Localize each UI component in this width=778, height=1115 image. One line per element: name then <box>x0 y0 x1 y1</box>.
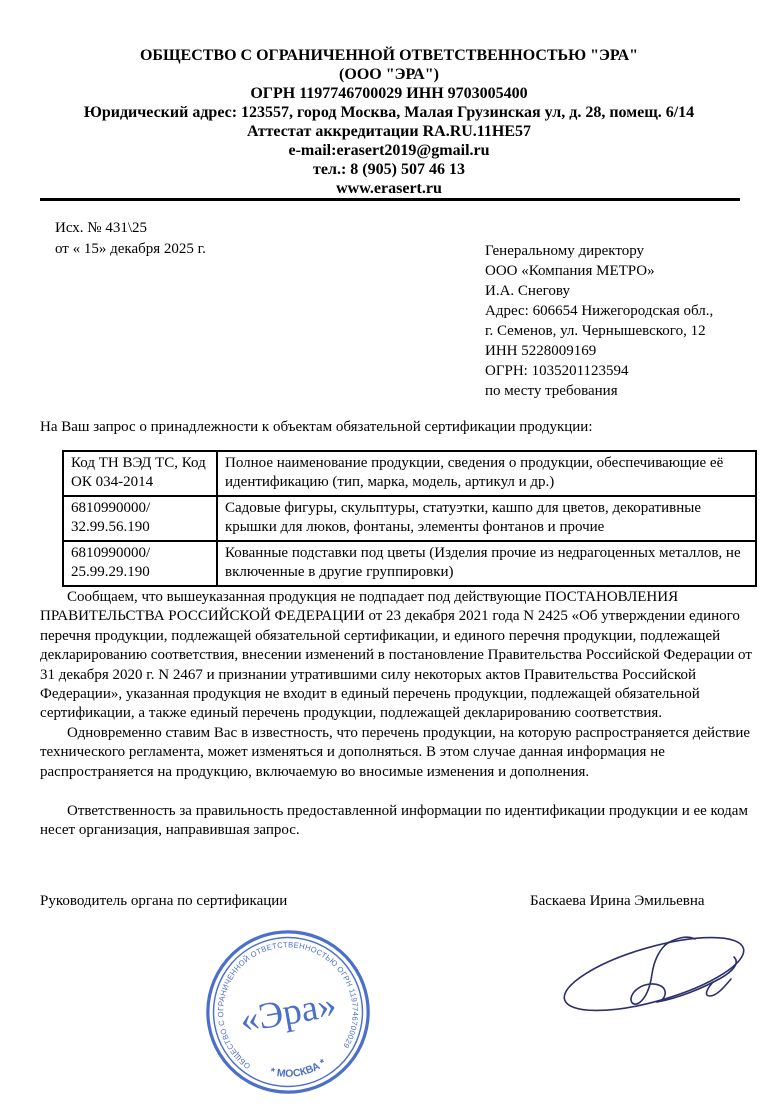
cell-code: 6810990000/ 25.99.29.190 <box>63 541 217 586</box>
company-website: www.erasert.ru <box>336 180 442 197</box>
table-header-row <box>63 451 756 496</box>
paragraph-responsibility: Ответственность за правильность предоставленной информации по идентификации продукции и ее кодам несет организация, направившая запрос. <box>40 803 748 839</box>
stamp-city-text: * МОСКВА * <box>268 1056 329 1080</box>
table-row <box>63 541 756 586</box>
addressee-line: ОГРН: 1035201123594 <box>485 363 629 379</box>
letterhead-divider <box>40 198 740 201</box>
header-cell-name: Полное наименование продукции, сведения о продукции, обеспечивающие её идентификацию (тип, марка, модель, артикул и др.) <box>217 451 756 496</box>
company-stamp <box>190 914 387 1111</box>
addressee-line: Генеральному директору <box>485 243 645 259</box>
product-codes-table <box>62 450 757 587</box>
outgoing-number: Исх. № 431\25 <box>55 220 148 236</box>
stamp-center-text: «Эра» <box>236 984 340 1042</box>
reference-block <box>55 218 206 260</box>
addressee-line: Адрес: 606654 Нижегородская обл., <box>485 303 714 319</box>
addressee-line: г. Семенов, ул. Чернышевского, 12 <box>485 323 706 339</box>
addressee-line: И.А. Снегову <box>485 283 570 299</box>
handwritten-signature <box>553 918 760 1030</box>
cell-product-name: Садовые фигуры, скульптуры, статуэтки, кашпо для цветов, декоративные крышки для люков, фонтаны, элементы фонтанов и прочие <box>217 496 756 541</box>
accreditation-certificate: Аттестат аккредитации RA.RU.11HE57 <box>246 123 532 140</box>
letterhead <box>0 46 778 198</box>
cell-product-name: Кованные подставки под цветы (Изделия прочие из недрагоценных металлов, не включенные в другие группировки) <box>217 541 756 586</box>
stamp-svg <box>190 914 387 1111</box>
company-name-full: ОБЩЕСТВО С ОГРАНИЧЕННОЙ ОТВЕТСТВЕННОСТЬЮ "ЭРА" <box>139 47 639 64</box>
company-email: e-mail:erasert2019@gmail.ru <box>288 142 490 159</box>
cell-code: 6810990000/ 32.99.56.190 <box>63 496 217 541</box>
paragraph-main: Сообщаем, что вышеуказанная продукция не подпадает под действующие ПОСТАНОВЛЕНИЯ ПРАВИТЕЛЬСТВА РОССИЙСКОЙ ФЕДЕРАЦИИ от 23 декабря 2021 года N 2425 «Об утверждении единого перечня продукции, подлежащей обязательной сертификации, и единого перечня продукции, подлежащей декларированию соответствия, внесении изменений в постановление Правительства Российской Федерации от 31 декабря 2020 г. N 2467 и признании утратившими силу некоторых актов Правительства Российской Федерации», указанная продукция не входит в единый перечень продукции, подлежащей обязательной сертификации, а также единый перечень продукции, подлежащей декларированию соответствия. <box>40 589 752 722</box>
letter-body <box>40 588 752 841</box>
addressee-block <box>485 241 713 401</box>
paragraph-notice: Одновременно ставим Вас в известность, что перечень продукции, на которую распространяется действие технического регламента, может изменяться и дополняться. В этом случае данная информация не распространяется на продукцию, включаемую во вносимые изменения и дополнения. <box>40 724 751 780</box>
addressee-line: ООО «Компания МЕТРО» <box>485 263 655 279</box>
signer-name: Баскаева Ирина Эмильевна <box>530 893 705 909</box>
signature-strokes <box>557 922 751 1025</box>
table-row <box>63 496 756 541</box>
addressee-line: по месту требования <box>485 383 618 399</box>
addressee-line: ИНН 5228009169 <box>485 343 597 359</box>
company-name-short: (ООО "ЭРА") <box>339 66 439 83</box>
letter-date: от « 15» декабря 2025 г. <box>55 241 206 257</box>
header-cell-code: Код ТН ВЭД ТС, Код ОК 034-2014 <box>63 451 217 496</box>
company-phone: тел.: 8 (905) 507 46 13 <box>313 161 465 178</box>
company-legal-address: Юридический адрес: 123557, город Москва, Малая Грузинская ул, д. 28, помещ. 6/14 <box>83 104 695 121</box>
signer-position-title: Руководитель органа по сертификации <box>40 893 288 909</box>
stamp-ring-text: ОБЩЕСТВО С ОГРАНИЧЕННОЙ ОТВЕТСТВЕННОСТЬЮ ОГРН 1197746700029 <box>216 940 360 1071</box>
intro-line: На Ваш запрос о принадлежности к объектам обязательной сертификации продукции: <box>40 419 593 435</box>
signature-svg <box>553 918 760 1030</box>
company-ogrn-inn: ОГРН 1197746700029 ИНН 9703005400 <box>250 85 528 102</box>
